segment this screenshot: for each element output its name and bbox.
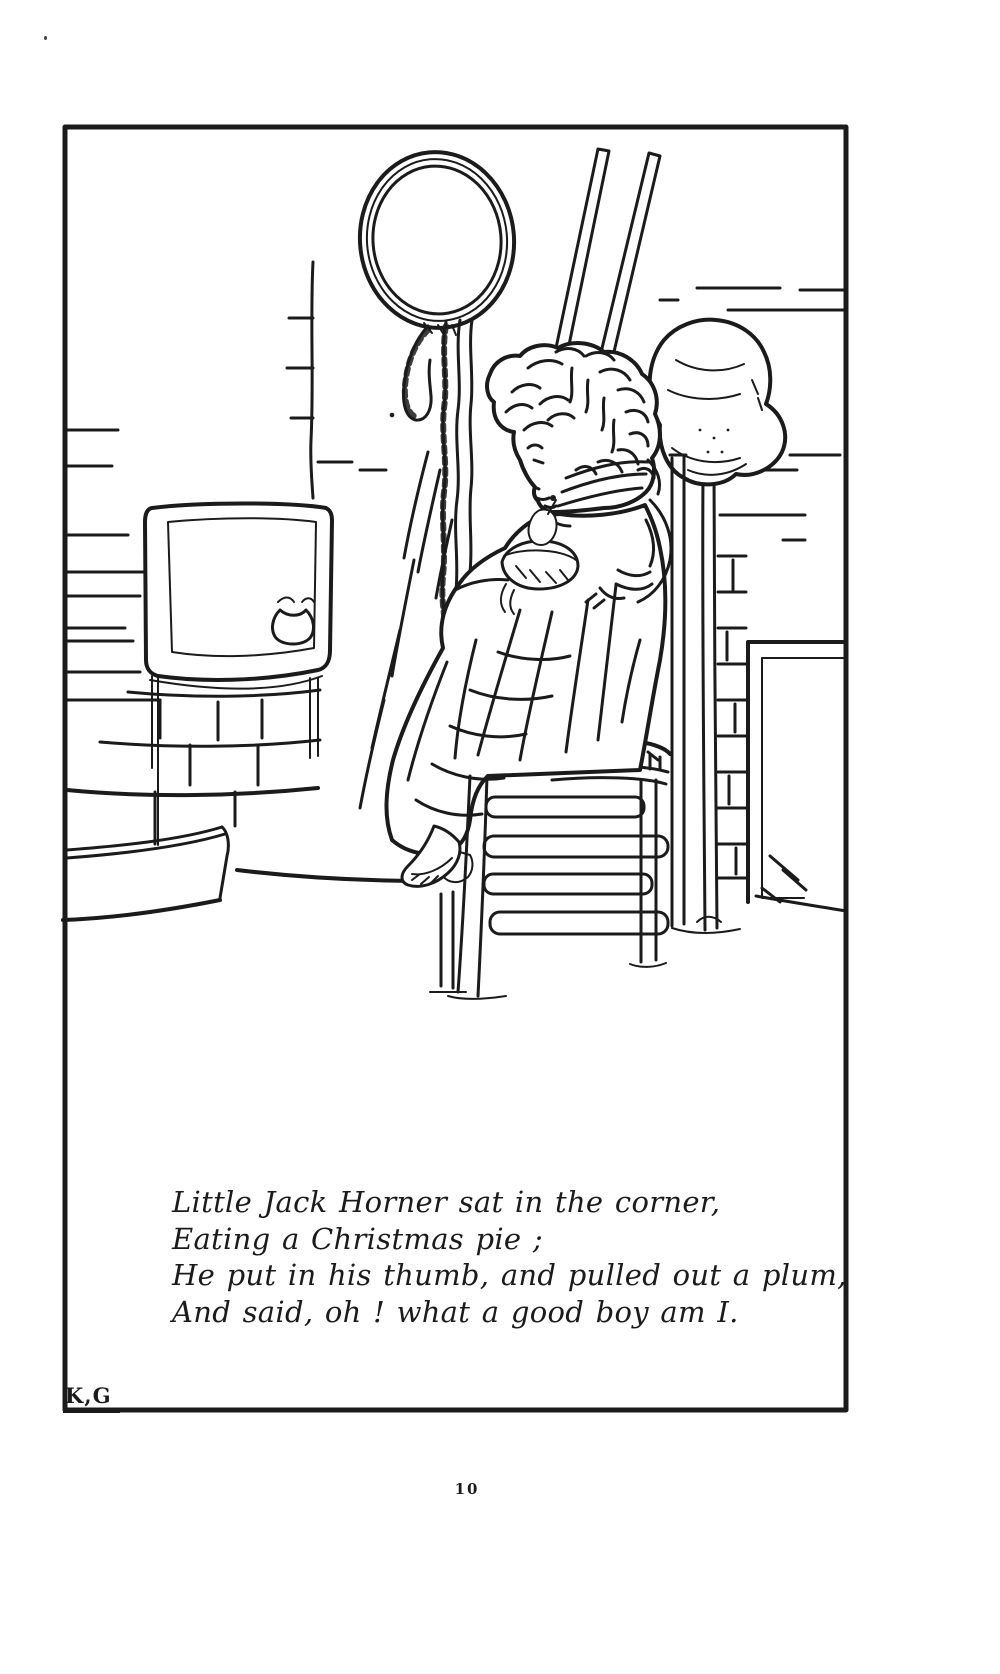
- nursery-rhyme: [172, 1184, 847, 1330]
- poem-line: Little Jack Horner sat in the corner,: [172, 1185, 721, 1219]
- poem-line: He put in his thumb, and pulled out a plum,: [172, 1258, 847, 1292]
- floor-lines: [756, 856, 846, 911]
- hat-stand-pole: [672, 473, 740, 933]
- doorway-opening: [748, 642, 846, 902]
- chair-back-post: [670, 455, 686, 926]
- artist-monogram: K,G: [63, 1383, 120, 1413]
- page-number: 10: [454, 1480, 480, 1498]
- poem-line: And said, oh ! what a good boy am I.: [172, 1294, 739, 1329]
- poem-line: Eating a Christmas pie ;: [172, 1221, 543, 1256]
- hanging-mirror: [353, 146, 522, 335]
- hanging-hat: [650, 320, 786, 485]
- fire-fender: [63, 827, 228, 920]
